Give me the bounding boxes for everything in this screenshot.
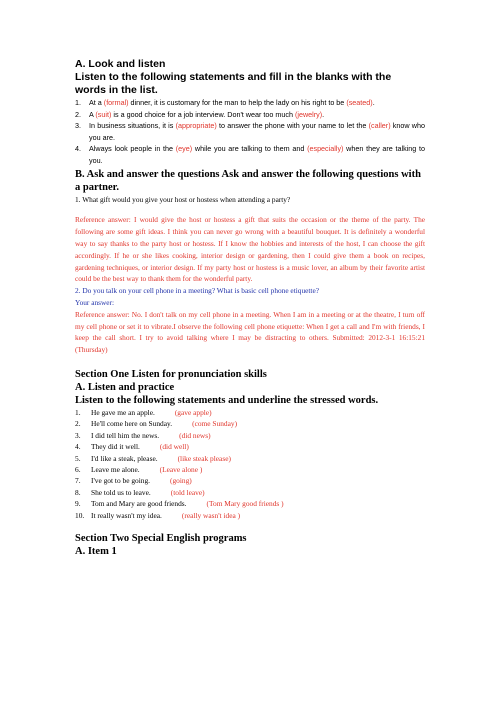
section-one-subtitle: A. Listen and practice bbox=[75, 381, 175, 393]
stress-item bbox=[75, 407, 425, 418]
stress-sentence: I've got to be going. bbox=[91, 476, 151, 486]
fill-blank-item bbox=[75, 109, 425, 121]
stress-answer: (did news) bbox=[179, 430, 211, 440]
question-2: 2. Do you talk on your cell phone in a meeting? What is basic cell phone etiquette? bbox=[75, 286, 319, 296]
item-text: . bbox=[372, 98, 375, 107]
stress-sentence: I'd like a steak, please. bbox=[91, 453, 158, 463]
fill-blank-item bbox=[75, 97, 425, 109]
item-number: 7. bbox=[75, 476, 81, 486]
section-a-instruction: Listen to the following statements and fill in the blanks with the words in the list. bbox=[75, 71, 392, 96]
stress-sentence: They did it well. bbox=[91, 442, 140, 452]
stress-sentence: Tom and Mary are good friends. bbox=[91, 499, 187, 509]
item-number: 2. bbox=[75, 109, 81, 119]
item-text: A bbox=[89, 109, 96, 119]
item-number: 1. bbox=[75, 98, 81, 107]
item-text: . bbox=[322, 109, 325, 119]
stress-answer: (really wasn't idea ) bbox=[181, 510, 241, 520]
item-text: dinner, it is customary for the man to help the lady on his right to be bbox=[128, 98, 347, 107]
stress-sentence: He gave me an apple. bbox=[91, 407, 155, 417]
stress-item bbox=[75, 441, 425, 452]
stress-item bbox=[75, 418, 425, 429]
stress-sentence: She told us to leave. bbox=[91, 487, 151, 497]
stress-answer: (gave apple) bbox=[174, 407, 212, 417]
item-number: 4. bbox=[75, 442, 81, 452]
stress-answer: (Leave alone ) bbox=[159, 464, 203, 474]
item-number: 5. bbox=[75, 453, 81, 463]
fill-blank-item bbox=[75, 143, 425, 166]
item-number: 4. bbox=[75, 144, 81, 154]
item-text: when they are talking to you. bbox=[89, 144, 425, 165]
item-text: At a bbox=[89, 98, 104, 107]
stress-answer: (did well) bbox=[159, 442, 189, 452]
stress-sentence: It really wasn't my idea. bbox=[91, 510, 162, 520]
item-number: 3. bbox=[75, 430, 81, 440]
stress-answer: (told leave) bbox=[170, 487, 205, 497]
section-one-title: Section One Listen for pronunciation skills bbox=[75, 368, 267, 380]
stress-answer: (going) bbox=[170, 476, 192, 486]
fill-blank-list bbox=[75, 97, 425, 167]
stress-item bbox=[75, 475, 425, 486]
stress-answer: (come Sunday) bbox=[192, 419, 238, 429]
section-two-title: Section Two Special English programs bbox=[75, 532, 247, 544]
question-2-answer: Reference answer: No. I don't talk on my cell phone in a meeting. When I am in a meeting or at the theatre, I turn off my cell phone or set it to vibrate.I observe the following cell phone etiquette: When I get a call and I'm with friends, I keep the call short. I try to avoid talking where I may be distracting to others. Submitted: 2012-3-1 16:15:21 (Thursday) bbox=[75, 309, 425, 355]
item-text: know who you are. bbox=[89, 121, 425, 142]
question-1-answer: Reference answer: I would give the host or hostess a gift that suits the occasion or the theme of the party. The following are some gift ideas. I think you can never go wrong with a beautiful bouquet. It is definitely a wonderful way to say thanks to the party host or hostess. If I know the hobbies and interests of the host, I can choose the gift accordingly. If he or she likes cooking, interior design or gardening, then I could give them a book on recipes, gardening techniques, or interior design. If my party host or hostess is a music lover, an album by their favorite artist could be the best way to thank them for the wonderful party. bbox=[75, 215, 425, 284]
item-text: while you are talking to them and bbox=[192, 144, 308, 154]
stress-item bbox=[75, 498, 425, 509]
stress-answer: (like steak please) bbox=[177, 453, 231, 463]
answer-word: (appropriate) bbox=[175, 121, 217, 131]
stress-answer: (Tom Mary good friends ) bbox=[206, 499, 284, 509]
stress-item bbox=[75, 430, 425, 441]
item-number: 3. bbox=[75, 121, 81, 131]
section-a-title: A. Look and listen bbox=[75, 58, 166, 70]
stress-item bbox=[75, 510, 425, 521]
answer-word: (especially) bbox=[307, 144, 344, 154]
answer-word: (eye) bbox=[175, 144, 193, 154]
answer-word: (seated) bbox=[346, 98, 373, 107]
stress-sentence: Leave me alone. bbox=[91, 464, 140, 474]
answer-word: (suit) bbox=[95, 109, 112, 119]
stress-item bbox=[75, 487, 425, 498]
item-text: In business situations, it is bbox=[89, 121, 176, 131]
item-one-heading: A. Item 1 bbox=[75, 545, 117, 557]
question-1: 1. What gift would you give your host or hostess when attending a party? bbox=[75, 194, 291, 204]
item-number: 1. bbox=[75, 407, 81, 417]
stress-item bbox=[75, 453, 425, 464]
item-number: 10. bbox=[75, 510, 85, 520]
section-b-title: B. Ask and answer the questions Ask and answer the following questions with a partner. bbox=[75, 168, 421, 193]
item-number: 9. bbox=[75, 499, 81, 509]
document-page bbox=[75, 58, 425, 558]
answer-word: (caller) bbox=[368, 121, 391, 131]
fill-blank-item bbox=[75, 120, 425, 143]
your-answer-label: Your answer: bbox=[75, 297, 115, 307]
answer-word: (jewelry) bbox=[294, 109, 323, 119]
section-one-instruction: Listen to the following statements and underline the stressed words. bbox=[75, 394, 379, 406]
answer-word: (formal) bbox=[103, 98, 129, 107]
stress-list bbox=[75, 407, 425, 521]
item-text: to answer the phone with your name to let the bbox=[216, 121, 369, 131]
item-number: 2. bbox=[75, 419, 81, 429]
stress-sentence: He'll come here on Sunday. bbox=[91, 419, 173, 429]
item-number: 8. bbox=[75, 487, 81, 497]
item-text: is a good choice for a job interview. Don't wear too much bbox=[111, 109, 295, 119]
stress-sentence: I did tell him the news. bbox=[91, 430, 160, 440]
item-text: Always look people in the bbox=[89, 144, 176, 154]
stress-item bbox=[75, 464, 425, 475]
item-number: 6. bbox=[75, 464, 81, 474]
